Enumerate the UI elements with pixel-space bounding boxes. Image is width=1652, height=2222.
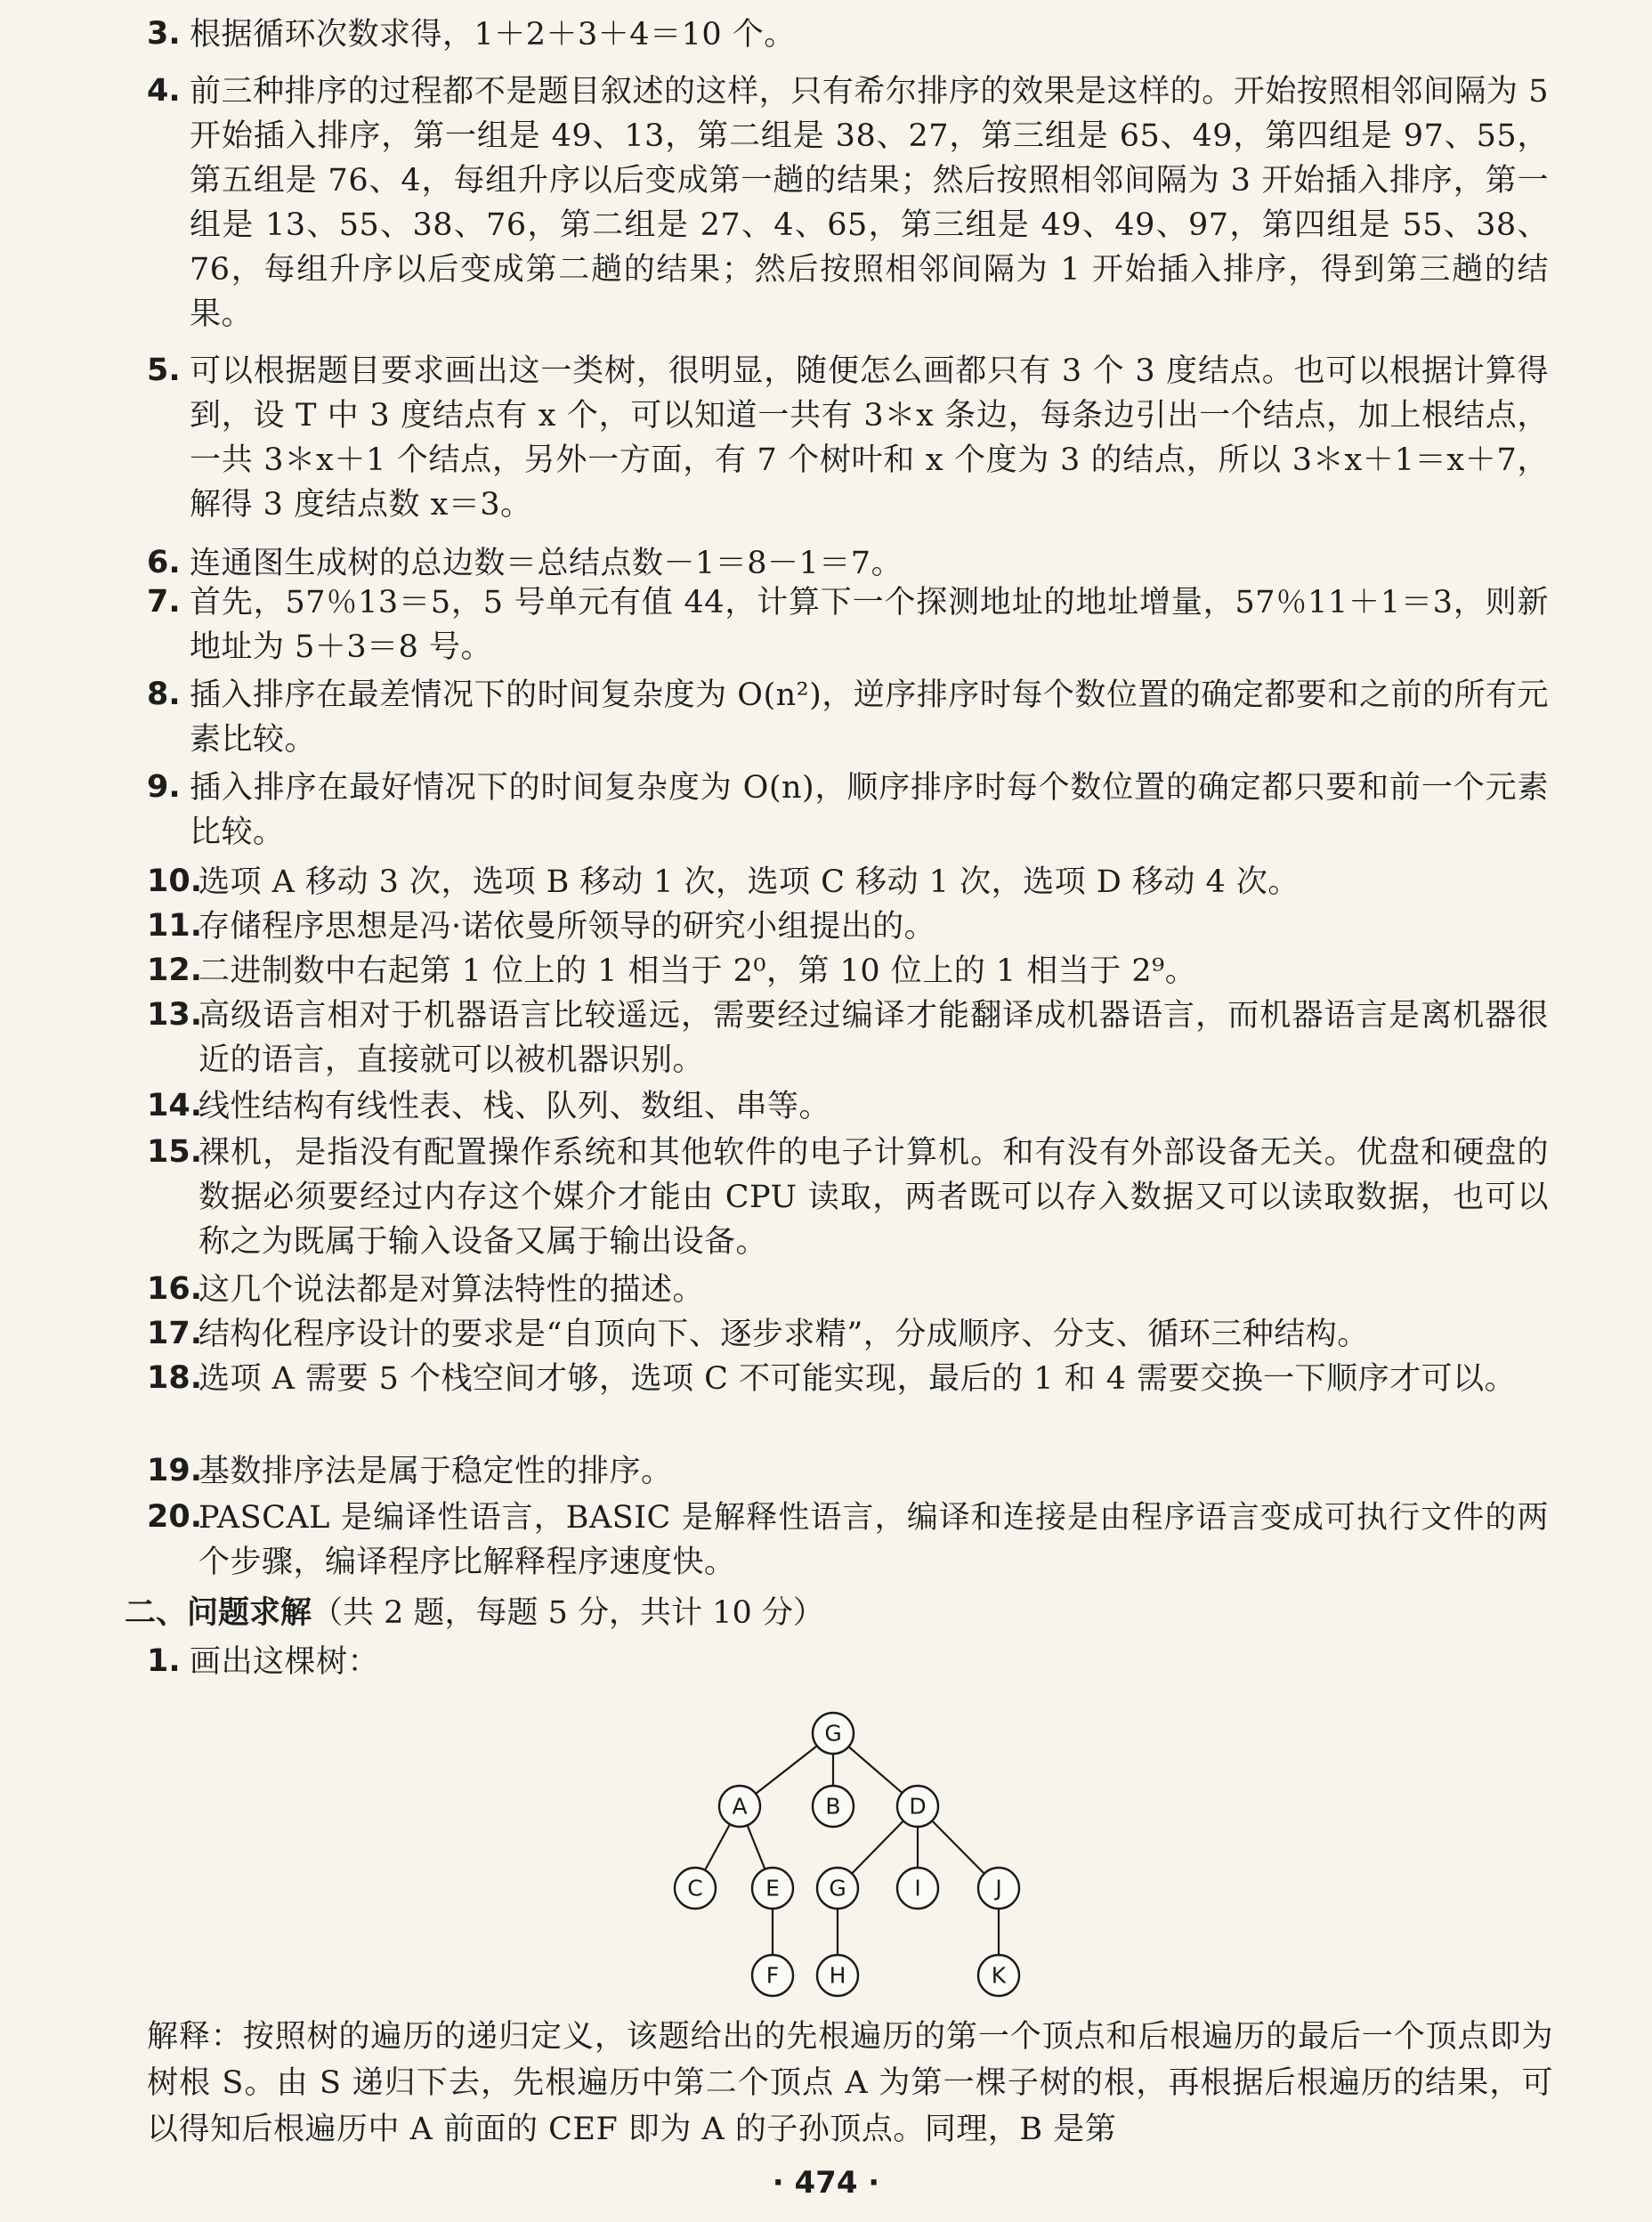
item-text: 选项 A 需要 5 个栈空间才够，选项 C 不可能实现，最后的 1 和 4 需要交换一下顺序才可以。 <box>198 1361 1517 1397</box>
svg-text:A: A <box>732 1793 748 1820</box>
svg-text:F: F <box>765 1962 780 1989</box>
answer-item-12 <box>147 949 1549 993</box>
item-number: 6. <box>147 545 181 580</box>
item-number: 9. <box>147 769 181 805</box>
tree-node-i <box>897 1868 938 1909</box>
answer-item-5 <box>147 349 1549 527</box>
tree-node-c <box>675 1868 716 1909</box>
item-number: 17. <box>147 1316 203 1351</box>
answer-item-16 <box>147 1268 1549 1312</box>
svg-text:B: B <box>825 1793 841 1820</box>
svg-text:D: D <box>909 1793 927 1820</box>
item-text: 这几个说法都是对算法特性的描述。 <box>198 1272 705 1308</box>
item-text: 首先，57％13＝5，5 号单元有值 44，计算下一个探测地址的地址增量，57％11＋1＝3，则新地址为 5＋3＝8 号。 <box>190 585 1549 665</box>
tree-node-a <box>719 1786 760 1827</box>
item-text: 结构化程序设计的要求是“自顶向下、逐步求精”，分成顺序、分支、循环三种结构。 <box>198 1317 1369 1352</box>
item-text: 裸机，是指没有配置操作系统和其他软件的电子计算机。和有没有外部设备无关。优盘和硬盘的数据必须要经过内存这个媒介才能由 CPU 读取，两者既可以存入数据又可以读取数据，也可以称之为既属于输入设备又属于输出设备。 <box>198 1135 1549 1260</box>
svg-text:G: G <box>824 1720 842 1747</box>
section-detail: （共 2 题，每题 5 分，共计 10 分） <box>312 1595 824 1631</box>
svg-text:H: H <box>829 1962 846 1989</box>
item-number: 19. <box>147 1453 203 1488</box>
answer-item-13 <box>147 993 1549 1083</box>
answer-item-15 <box>147 1131 1549 1264</box>
answer-item-19 <box>147 1449 1549 1494</box>
svg-text:E: E <box>765 1875 780 1902</box>
item-number: 1. <box>147 1643 181 1679</box>
item-text: 插入排序在最好情况下的时间复杂度为 O(n)，顺序排序时每个数位置的确定都只要和前一个元素比较。 <box>190 770 1549 850</box>
item-number: 15. <box>147 1134 203 1170</box>
item-text: 存储程序思想是冯·诺依曼所领导的研究小组提出的。 <box>198 909 936 945</box>
answer-item-10 <box>147 860 1549 904</box>
item-number: 3. <box>147 16 181 52</box>
item-number: 4. <box>147 73 181 109</box>
answer-item-8 <box>147 673 1549 762</box>
item-number: 5. <box>147 353 181 388</box>
svg-text:I: I <box>914 1875 921 1902</box>
item-number: 7. <box>147 584 181 620</box>
answer-item-6 <box>147 541 1549 586</box>
answer-item-11 <box>147 904 1549 949</box>
item-number: 10. <box>147 864 203 899</box>
item-text: 基数排序法是属于稳定性的排序。 <box>198 1454 673 1489</box>
tree-node-g <box>817 1868 858 1909</box>
answer-item-20 <box>147 1496 1549 1585</box>
tree-diagram <box>142 1707 1652 2010</box>
item-text: 前三种排序的过程都不是题目叙述的这样，只有希尔排序的效果是这样的。开始按照相邻间隔为 5 开始插入排序，第一组是 49、13，第二组是 38、27，第三组是 65、49，第四组是 97、55，第五组是 76、4，每组升序以后变成第一趟的结果；然后按照相邻间隔为 3 开始插入排序，第一组是 13、55、38、76，第二组是 27、4、65，第三组是 49、49、97，第四组是 55、38、76，每组升序以后变成第二趟的结果；然后按照相邻间隔为 1 开始插入排序，得到第三趟的结果。 <box>190 74 1549 332</box>
item-text: 插入排序在最差情况下的时间复杂度为 O(n²)，逆序排序时每个数位置的确定都要和之前的所有元素比较。 <box>190 677 1549 758</box>
item-number: 13. <box>147 997 203 1033</box>
item-text: 画出这棵树： <box>190 1644 380 1680</box>
item-number: 14. <box>147 1088 203 1123</box>
answer-item-4 <box>147 69 1549 337</box>
svg-text:K: K <box>991 1962 1007 1989</box>
svg-text:C: C <box>687 1875 703 1902</box>
answer-item-3 <box>147 12 1549 57</box>
item-number: 18. <box>147 1360 203 1396</box>
tree-edges <box>695 1733 1002 1975</box>
explanation-text: 解释：按照树的遍历的递归定义，该题给出的先根遍历的第一个顶点和后根遍历的最后一个顶点即为树根 S。由 S 递归下去，先根遍历中第二个顶点 A 为第一棵子树的根，再根据后根遍历的结果，可以得知后根遍历中 A 前面的 CEF 即为 A 的子孙顶点。同理，B 是第 <box>147 2019 1553 2147</box>
item-number: 16. <box>147 1271 203 1307</box>
answer-item-17 <box>147 1312 1549 1357</box>
tree-node-e <box>752 1868 793 1909</box>
item-text: 线性结构有线性表、栈、队列、数组、串等。 <box>198 1089 831 1124</box>
item-text: PASCAL 是编译性语言，BASIC 是解释性语言，编译和连接是由程序语言变成可执行文件的两个步骤，编译程序比解释程序速度快。 <box>198 1500 1549 1580</box>
item-text: 可以根据题目要求画出这一类树，很明显，随便怎么画都只有 3 个 3 度结点。也可以根据计算得到，设 T 中 3 度结点有 x 个，可以知道一共有 3＊x 条边，每条边引出一个结点，加上根结点，一共 3＊x＋1 个结点，另外一方面，有 7 个树叶和 x 个度为 3 的结点，所以 3＊x＋1＝x＋7，解得 3 度结点数 x＝3。 <box>190 353 1549 523</box>
tree-node-k <box>978 1955 1019 1996</box>
tree-node-j <box>978 1868 1019 1909</box>
section-title: 二、问题求解 <box>125 1594 312 1631</box>
item-text: 二进制数中右起第 1 位上的 1 相当于 2⁰，第 10 位上的 1 相当于 2⁹。 <box>198 953 1197 989</box>
item-text: 高级语言相对于机器语言比较遥远，需要经过编译才能翻译成机器语言，而机器语言是离机器很近的语言，直接就可以被机器识别。 <box>198 998 1549 1078</box>
tree-svg <box>142 1707 1652 2010</box>
svg-text:J: J <box>995 1875 1002 1902</box>
tree-node-b <box>813 1786 854 1827</box>
item-number: 8. <box>147 677 181 712</box>
section-heading <box>125 1592 824 1634</box>
tree-node-h <box>817 1955 858 1996</box>
answer-item-9 <box>147 766 1549 855</box>
item-number: 11. <box>147 908 203 944</box>
tree-node-d <box>897 1786 938 1827</box>
item-number: 12. <box>147 953 203 988</box>
problem-item-1 <box>147 1640 1549 1684</box>
answer-item-14 <box>147 1084 1549 1129</box>
item-text: 连通图生成树的总边数＝总结点数－1＝8－1＝7。 <box>190 546 903 581</box>
tree-node-root-g <box>813 1713 854 1754</box>
answer-item-7 <box>147 580 1549 669</box>
item-text: 根据循环次数求得，1＋2＋3＋4＝10 个。 <box>190 17 796 53</box>
item-number: 20. <box>147 1499 203 1535</box>
page-number: · 474 · <box>772 2165 880 2201</box>
tree-node-f <box>752 1955 793 1996</box>
svg-text:G: G <box>829 1875 846 1902</box>
answer-item-18 <box>147 1357 1549 1401</box>
item-text: 选项 A 移动 3 次，选项 B 移动 1 次，选项 C 移动 1 次，选项 D 移动 4 次。 <box>198 864 1300 900</box>
